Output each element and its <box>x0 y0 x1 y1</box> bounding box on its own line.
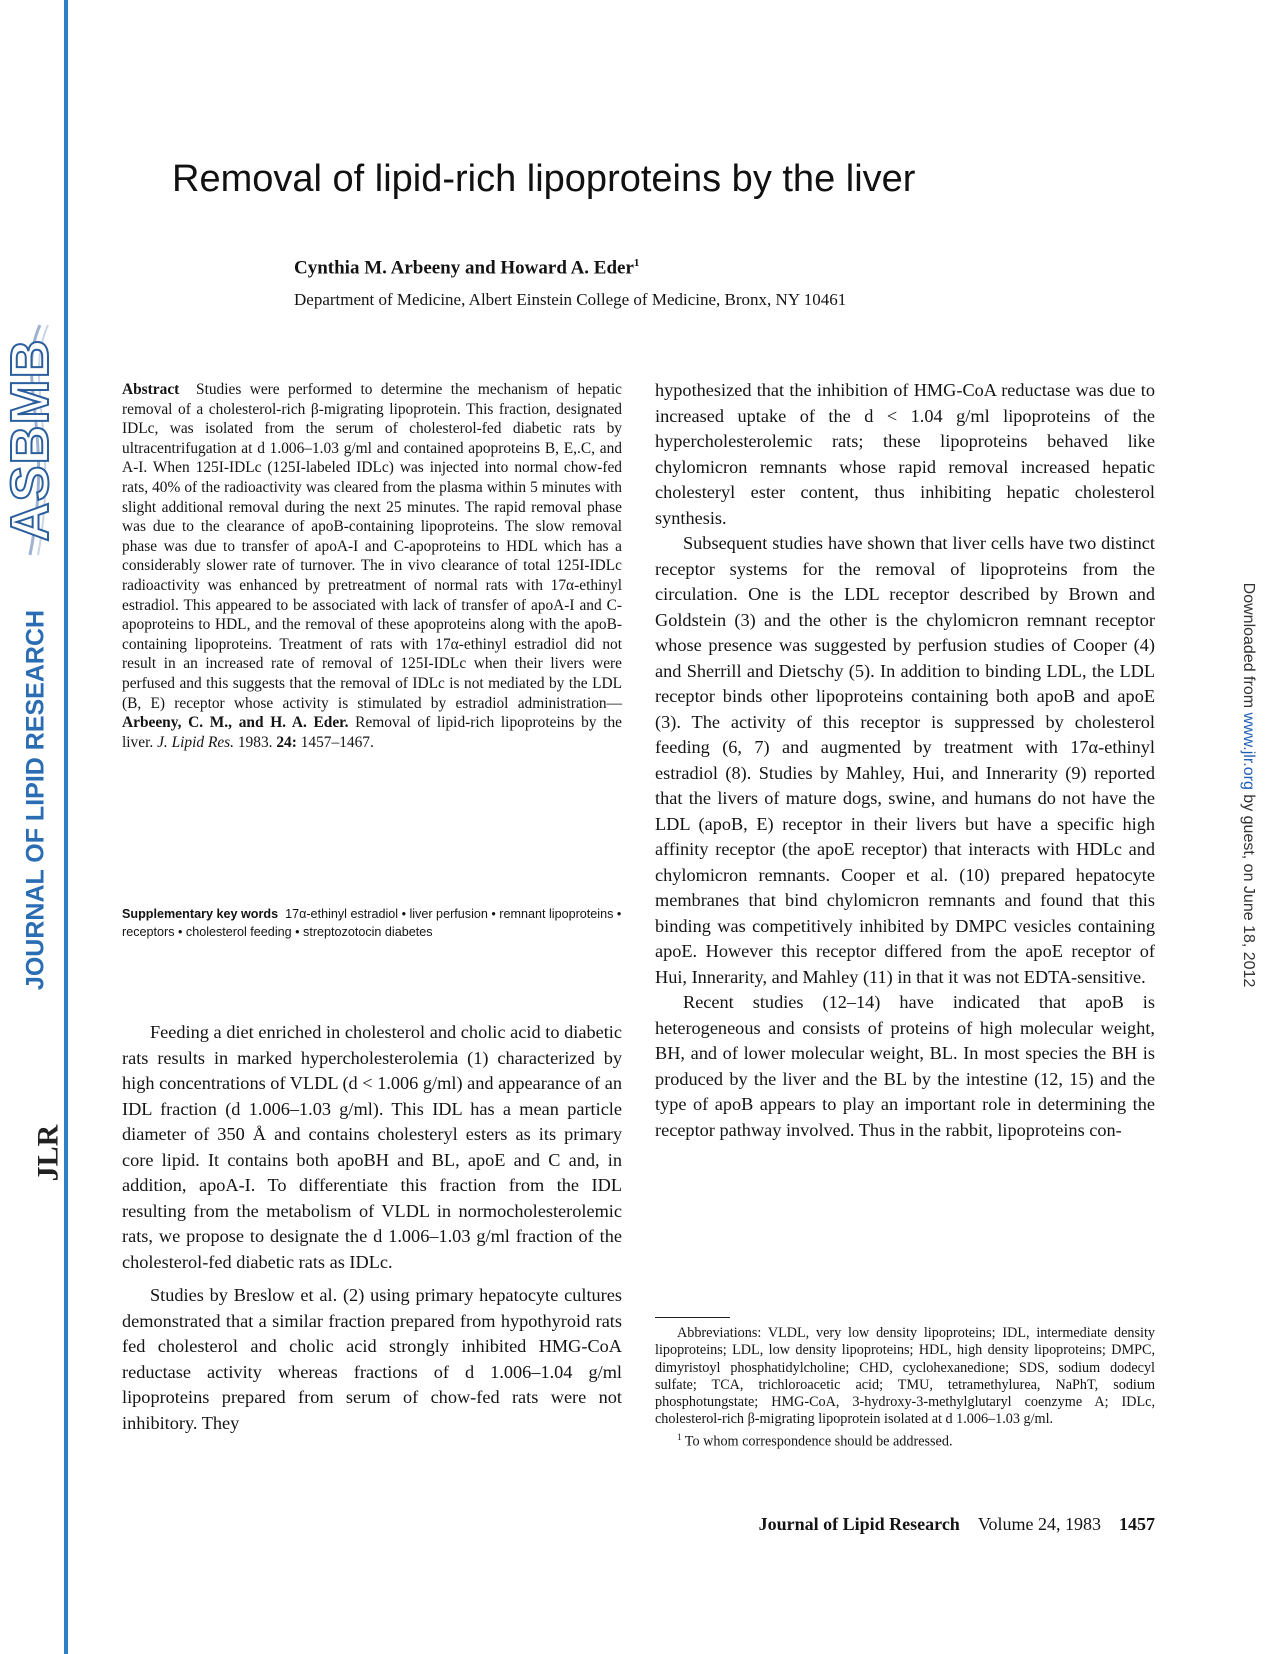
citation-pages: 1457–1467. <box>296 733 374 751</box>
jlr-logo <box>20 1124 65 1182</box>
citation-authors: Arbeeny, C. M., and H. A. Eder. <box>122 714 349 732</box>
footer-journal: Journal of Lipid Research <box>758 1514 960 1534</box>
abbreviations-footnote: Abbreviations: VLDL, very low density lipoproteins; IDL, intermediate density lipoproteins; LDL, low density lipoproteins; HDL, high density lipoproteins; DMPC, dimyristoyl phosphatidylcholine; CHD, cyclohexanedione; SDS, sodium dodecyl sulfate; TCA, trichloroacetic acid; TMU, tetramethylurea, NaPhT, sodium phosphotungstate; HMG-CoA, 3-hydroxy-3-methylglutaryl coenzyme A; IDLc, cholesterol-rich β-migrating lipoprotein isolated at d 1.006–1.03 g/ml. <box>655 1325 1155 1428</box>
correspondence-text: To whom correspondence should be addressed. <box>681 1433 953 1450</box>
abstract-label: Abstract <box>122 381 180 398</box>
author-line <box>294 257 639 279</box>
download-prefix: Downloaded from <box>1240 582 1257 713</box>
download-notice <box>1239 583 1257 988</box>
correspondence-mark: 1 <box>677 1431 682 1442</box>
article-title: Removal of lipid-rich lipoproteins by the liver <box>172 158 916 200</box>
body-right-column <box>655 378 1155 1143</box>
body-paragraph: hypothesized that the inhibition of HMG-CoA reductase was due to increased uptake of the d < 1.04 g/ml lipoproteins of the hypercholesterolemic rats; these lipoproteins behaved like chylomicron remnants whose rapid removal increased hepatic cholesteryl ester content, thus inhibiting hepatic cholesterol synthesis. <box>655 380 1155 528</box>
body-paragraph: Recent studies (12–14) have indicated that apoB is heterogeneous and consists of proteins of high molecular weight, BH, and of lower molecular weight, BL. In most species the BH is produced by the liver and the BL by the intestine (12, 15) and the type of apoB appears to play an important role in determining the receptor pathway involved. Thus in the rabbit, lipoproteins con- <box>655 992 1155 1140</box>
citation-title: Removal of lipid-rich lipoproteins by the liver. <box>122 714 623 751</box>
asbmb-logo: ASBMB <box>0 338 60 542</box>
affiliation: Department of Medicine, Albert Einstein College of Medicine, Bronx, NY 10461 <box>294 290 847 309</box>
download-link[interactable]: www.jlr.org <box>1240 712 1257 790</box>
body-paragraph: Subsequent studies have shown that liver cells have two distinct receptor systems for the removal of lipoproteins from the circulation. One is the LDL receptor described by Brown and Goldstein (3) and the other is the chylomicron remnant receptor whose presence was suggested by perfusion studies of Cooper (4) and Sherrill and Dietschy (5). In addition to binding LDL, the LDL receptor binds other lipoproteins containing both apoB and apoE (3). The activity of this receptor is suppressed by cholesterol feeding (6, 7) and augmented by treatment with 17α-ethinyl estradiol (8). Studies by Mahley, Hui, and Innerarity (9) reported that the livers of mature dogs, swine, and humans do not have the LDL (apoB, E) receptor in their livers but have a specific high affinity receptor (the apoE receptor) that interacts with HDLc and chylomicron remnants. Cooper et al. (10) prepared hepatocyte membranes that bind chylomicron remnants and found that this binding was competitively inhibited by DMPC vesicles containing apoE. However this receptor differed from the apoE receptor of Hui, Innerarity, and Mahley (11) in that it was not EDTA-sensitive. <box>655 533 1155 987</box>
citation-journal: J. Lipid Res. <box>157 733 235 751</box>
page-footer <box>655 1514 1155 1535</box>
abstract-text: Studies were performed to determine the mechanism of hepatic removal of a cholesterol-rich β-migrating lipoprotein. This fraction, designated IDLc, was isolated from the serum of cholesterol-fed diabetic rats by ultracentrifugation at d 1.006–1.03 g/ml and contained apoproteins B, E,.C, and A-I. When 125I-IDLc (125I-labeled IDLc) was injected into normal chow-fed rats, 40% of the radioactivity was cleared from the plasma within 5 minutes with slight additional removal during the next 25 minutes. The rapid removal phase was due to the clearance of apoB-containing lipoproteins. The slow removal phase was due to transfer of apoA-I and C-apoproteins to HDL which has a considerably slower rate of turnover. The in vivo clearance of total 125I-IDLc radioactivity was enhanced by pretreatment of normal rats with 17α-ethinyl estradiol. This appeared to be associated with lack of transfer of apoA-I and C-apoproteins to HDL, and the removal of these apoproteins along with the apoB-containing lipoproteins. Treatment of rats with 17α-ethinyl estradiol did not result in an increased rate of removal of 125I-IDLc when their livers were perfused and this suggests that the removal of IDLc is not mediated by the LDL (B, E) receptor whose activity is stimulated by estradiol administration— <box>122 381 622 712</box>
journal-name-vertical: JOURNAL OF LIPID RESEARCH <box>21 609 50 991</box>
body-left-column <box>122 1020 622 1436</box>
download-suffix: by guest, on June 18, 2012 <box>1240 789 1257 988</box>
body-paragraph: Feeding a diet enriched in cholesterol and cholic acid to diabetic rats results in marked hypercholesterolemia (1) characterized by high concentrations of VLDL (d < 1.006 g/ml) and appearance of an IDL fraction (d 1.006–1.03 g/ml). This IDL has a mean particle diameter of 350 Å and contains cholesteryl esters as its primary core lipid. It contains both apoBH and BL, apoE and C and, in addition, apoA-I. To differentiate this fraction from the IDL resulting from the metabolism of VLDL in normocholesterolemic rats, we propose to designate the d 1.006–1.03 g/ml fraction of the cholesterol-fed diabetic rats as IDLc. <box>122 1022 622 1272</box>
citation-year: 1983. <box>234 733 277 751</box>
citation-volume: 24: <box>276 733 297 751</box>
key-words <box>122 905 622 941</box>
footnotes <box>655 1325 1155 1451</box>
key-words-label: Supplementary key words <box>122 907 279 921</box>
key-words-text: 17α-ethinyl estradiol • liver perfusion • remnant lipoproteins • receptors • cholesterol feeding • streptozotocin diabetes <box>122 907 622 939</box>
jlr-logo-text: JLR <box>31 1124 65 1182</box>
page-number: 1457 <box>1119 1514 1155 1534</box>
margin-blue-rule <box>64 0 68 1654</box>
author-footnote-mark: 1 <box>633 257 640 269</box>
correspondence-footnote <box>655 1429 1155 1451</box>
body-paragraph: Studies by Breslow et al. (2) using primary hepatocyte cultures demonstrated that a similar fraction prepared from hypothyroid rats fed cholesterol and cholic acid strongly inhibited HMG-CoA reductase activity whereas fractions of d 1.006–1.04 g/ml lipoproteins prepared from serum of chow-fed rats were not inhibitory. They <box>122 1285 622 1433</box>
footer-volume: Volume 24, 1983 <box>977 1514 1101 1534</box>
footnote-divider <box>655 1317 730 1318</box>
authors: Cynthia M. Arbeeny and Howard A. Eder <box>294 257 634 279</box>
abstract <box>122 380 622 752</box>
